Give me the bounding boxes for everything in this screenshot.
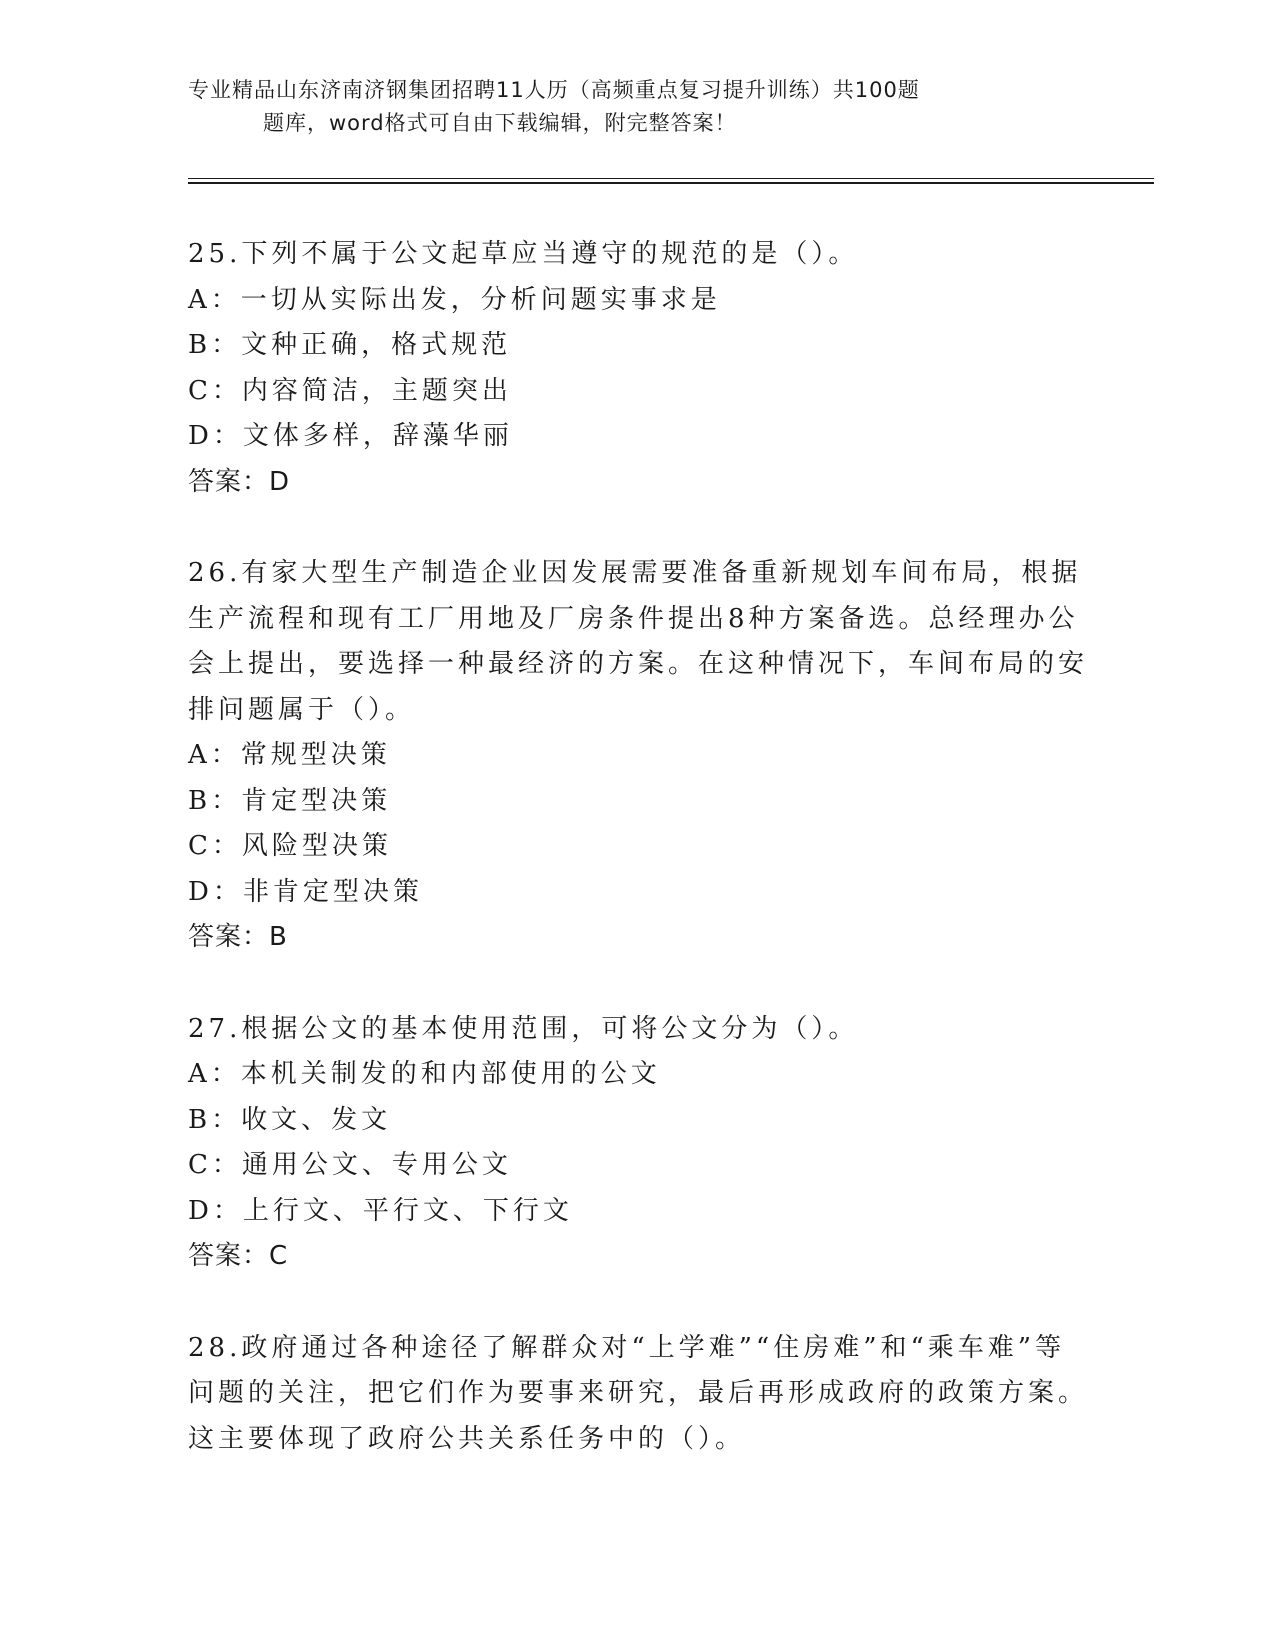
option-b: B：文种正确，格式规范 xyxy=(188,330,512,360)
option-d: D：上行文、平行文、下行文 xyxy=(188,1195,573,1226)
option-c: C：通用公文、专用公文 xyxy=(188,1150,512,1180)
question-list xyxy=(188,232,1088,1508)
option-d: D：非肯定型决策 xyxy=(188,876,423,907)
option-b: B：收文、发文 xyxy=(188,1104,392,1135)
document-header xyxy=(188,74,1068,140)
question-stem: 26.有家大型生产制造企业因发展需要准备重新规划车间布局，根据生产流程和现有工厂用地及厂房条件提出8种方案备选。总经理办公会上提出，要选择一种最经济的方案。在这种情况下，车间布局的安排问题属于（）。 xyxy=(188,558,1089,725)
option-c: C：风险型决策 xyxy=(188,831,392,861)
header-title-line-1: 专业精品山东济南济钢集团招聘11人历（高频重点复习提升训练）共100题 xyxy=(188,78,920,102)
question-27 xyxy=(188,1007,1088,1280)
option-b: B：肯定型决策 xyxy=(188,785,392,816)
answer-line: 答案：B xyxy=(188,922,288,952)
option-a: A：一切从实际出发，分析问题实事求是 xyxy=(188,284,721,315)
option-a: A：本机关制发的和内部使用的公文 xyxy=(188,1059,661,1089)
question-25 xyxy=(188,232,1088,505)
question-stem: 27.根据公文的基本使用范围，可将公文分为（）。 xyxy=(188,1013,859,1044)
header-title-line-2: 题库，word格式可自由下载编辑，附完整答案！ xyxy=(263,111,737,135)
option-d: D：文体多样，辞藻华丽 xyxy=(188,421,513,451)
answer-line: 答案：D xyxy=(188,466,291,497)
header-rule-thin xyxy=(188,178,1154,179)
option-a: A：常规型决策 xyxy=(188,740,391,770)
question-stem: 28.政府通过各种途径了解群众对“上学难”“住房难”和“乘车难”等问题的关注，把它们作为要事来研究，最后再形成政府的政策方案。这主要体现了政府公共关系任务中的（）。 xyxy=(188,1332,1089,1454)
question-28 xyxy=(188,1326,1088,1463)
header-rule-thick xyxy=(188,182,1154,184)
question-26 xyxy=(188,551,1088,961)
answer-line: 答案：C xyxy=(188,1241,289,1271)
question-stem: 25.下列不属于公文起草应当遵守的规范的是（）。 xyxy=(188,239,859,269)
option-c: C：内容简洁，主题突出 xyxy=(188,375,512,406)
